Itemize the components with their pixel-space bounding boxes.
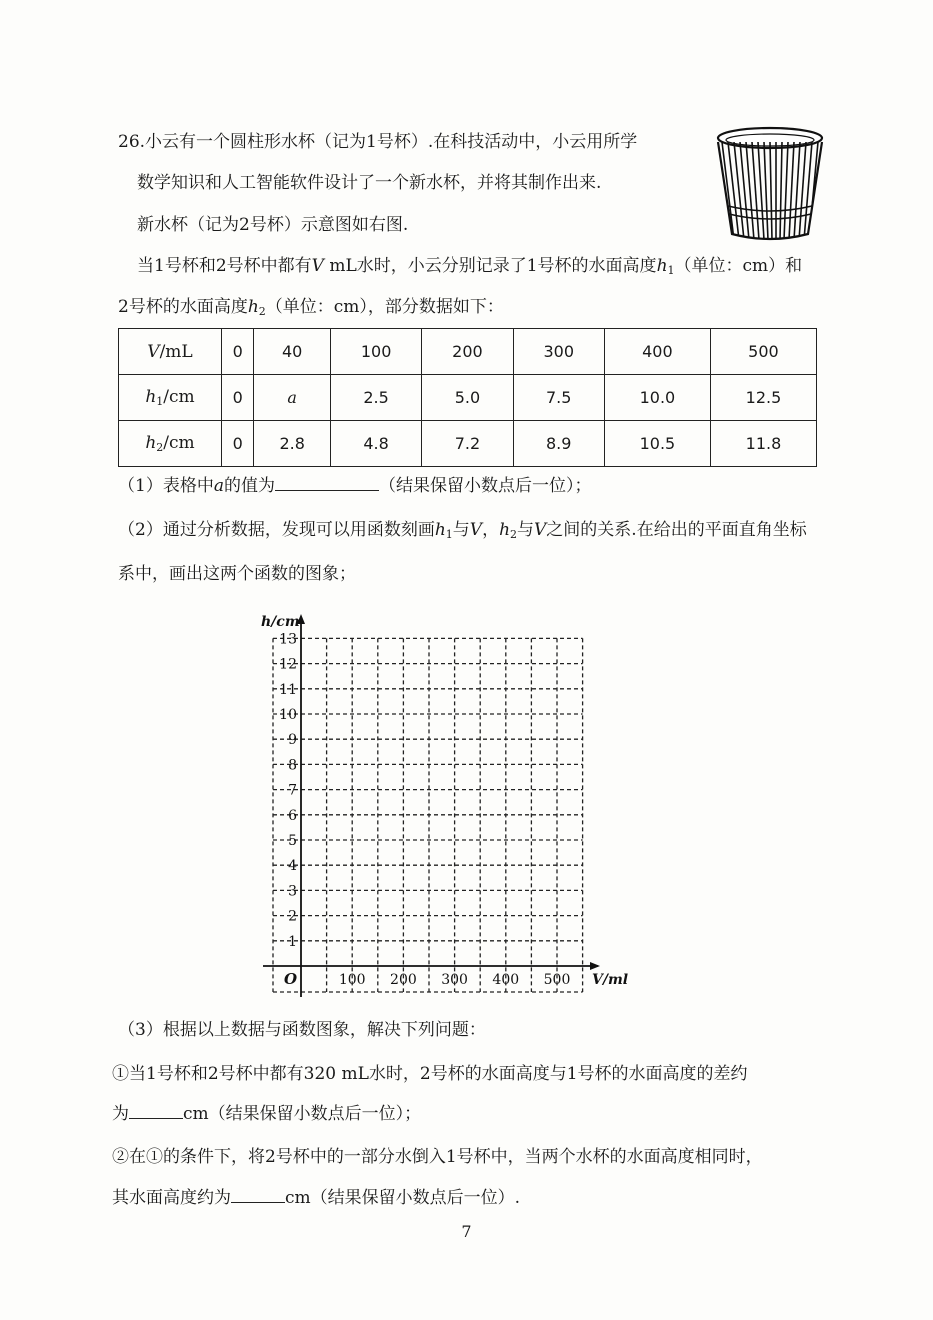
cup-illustration-icon: [712, 122, 828, 242]
table-cell: 11.8: [710, 421, 816, 467]
unit: /cm: [163, 387, 195, 407]
question-3-part-1: ①当1号杯和2号杯中都有320 mL水时，2号杯的水面高度与1号杯的水面高度的差约: [112, 1064, 748, 1084]
question-2: [118, 518, 807, 547]
x-axis-label: V/ml: [592, 972, 629, 988]
question-3-part-1-line-2: [112, 1102, 421, 1126]
x-tick-label: 300: [441, 972, 468, 988]
table-cell: 100: [330, 329, 421, 375]
problem-line-3: 新水杯（记为2号杯）示意图如右图.: [137, 215, 409, 235]
y-tick-label: 6: [288, 807, 297, 824]
text: ，: [482, 520, 500, 540]
text: （2）通过分析数据，发现可以用函数刻画: [118, 520, 435, 540]
y-tick-label: 11: [279, 681, 297, 698]
text: （1）表格中: [118, 476, 214, 496]
text: mL水时，小云分别记录了1号杯的水面高度: [323, 256, 657, 276]
x-tick-label: 400: [492, 972, 520, 988]
text: 与: [517, 520, 535, 540]
var-h: h: [499, 520, 511, 540]
text: 与: [452, 520, 470, 540]
unit: /mL: [159, 341, 193, 362]
table-cell: 300: [513, 329, 604, 375]
x-axis-arrow-icon: [590, 962, 600, 970]
var-h: h: [247, 297, 259, 317]
problem-line-1: 26.小云有一个圆柱形水杯（记为1号杯）.在科技活动中，小云用所学: [118, 132, 638, 152]
text: （结果保留小数点后一位）；: [378, 476, 592, 496]
table-cell: 5.0: [422, 375, 513, 421]
answer-blank-2[interactable]: [129, 1118, 183, 1119]
y-tick-label: 12: [279, 656, 297, 673]
question-3-intro: （3）根据以上数据与函数图象，解决下列问题：: [118, 1020, 486, 1040]
data-table: [118, 328, 817, 467]
question-3-part-2-line-2: [112, 1186, 520, 1210]
table-cell: 0: [222, 421, 254, 467]
problem-line-4: [137, 254, 802, 283]
subscript: 1: [156, 395, 164, 408]
problem-line-5: [118, 295, 504, 324]
table-cell: 4.8: [330, 421, 421, 467]
subscript: 1: [445, 528, 453, 541]
page-number: 7: [461, 1222, 472, 1241]
y-tick-label: 13: [279, 631, 297, 648]
table-row: [119, 375, 817, 421]
table-cell: a: [254, 375, 331, 421]
var-v: V: [469, 520, 483, 540]
question-2-line-2: 系中，画出这两个函数的图象；: [118, 564, 356, 584]
subscript: 2: [510, 528, 518, 541]
y-tick-label: 9: [288, 732, 297, 749]
var-h: h: [656, 256, 668, 276]
y-tick-label: 3: [288, 883, 297, 900]
text: cm（结果保留小数点后一位）.: [285, 1188, 521, 1208]
text: （单位：cm）和: [674, 256, 803, 276]
text: cm（结果保留小数点后一位）；: [183, 1104, 422, 1124]
var-h: h: [145, 433, 157, 453]
unit: /cm: [163, 433, 195, 453]
y-tick-label: 5: [288, 833, 297, 849]
row-header-v: [119, 329, 222, 375]
table-cell: 0: [222, 375, 254, 421]
problem-line-2: 数学知识和人工智能软件设计了一个新水杯，并将其制作出来.: [137, 173, 602, 193]
table-cell: 0: [222, 329, 254, 375]
y-tick-label: 4: [288, 858, 297, 875]
text: 为: [112, 1104, 129, 1124]
table-cell: 12.5: [710, 375, 816, 421]
text: （单位：cm），部分数据如下：: [265, 297, 504, 317]
table-cell: 7.5: [513, 375, 604, 421]
var-v: V: [311, 256, 324, 276]
y-tick-label: 2: [288, 908, 297, 925]
table-row: [119, 421, 817, 467]
var-h: h: [145, 387, 157, 407]
table-cell: 8.9: [513, 421, 604, 467]
table-cell: 2.8: [254, 421, 331, 467]
table-cell: 2.5: [330, 375, 421, 421]
var-a: a: [213, 476, 224, 496]
table-cell: 7.2: [422, 421, 513, 467]
table-row: [119, 329, 817, 375]
text: 当1号杯和2号杯中都有: [137, 256, 312, 276]
x-tick-label: 200: [390, 972, 417, 988]
origin-label: O: [284, 970, 298, 988]
table-cell: 500: [710, 329, 816, 375]
subscript: 1: [667, 264, 675, 277]
text: 其水面高度约为: [112, 1188, 231, 1208]
table-cell: 400: [604, 329, 710, 375]
text: 2号杯的水面高度: [118, 297, 248, 317]
row-header-h1: [119, 375, 222, 421]
table-cell: 10.0: [604, 375, 710, 421]
y-tick-label: 10: [279, 707, 297, 723]
y-tick-label: 1: [288, 933, 297, 950]
question-1: [118, 474, 591, 498]
coordinate-grid[interactable]: [258, 612, 638, 1002]
y-tick-label: 7: [288, 782, 297, 799]
answer-blank-3[interactable]: [231, 1202, 285, 1203]
x-tick-label: 500: [543, 972, 571, 988]
subscript: 2: [258, 305, 266, 318]
var-v: V: [534, 520, 547, 540]
question-3-part-2: ②在①的条件下，将2号杯中的一部分水倒入1号杯中，当两个水杯的水面高度相同时，: [112, 1147, 763, 1167]
answer-blank-1[interactable]: [275, 490, 379, 491]
text: 的值为: [223, 476, 275, 496]
text: 之间的关系.在给出的平面直角坐标: [546, 520, 807, 540]
subscript: 2: [156, 441, 164, 454]
table-cell: 200: [422, 329, 513, 375]
row-header-h2: [119, 421, 222, 467]
table-cell: 10.5: [604, 421, 710, 467]
y-axis-label: h/cm: [261, 614, 300, 630]
var-h: h: [434, 520, 446, 540]
x-tick-label: 100: [338, 972, 366, 988]
table-cell: 40: [254, 329, 331, 375]
var-v: V: [147, 341, 160, 362]
y-tick-label: 8: [288, 757, 297, 774]
